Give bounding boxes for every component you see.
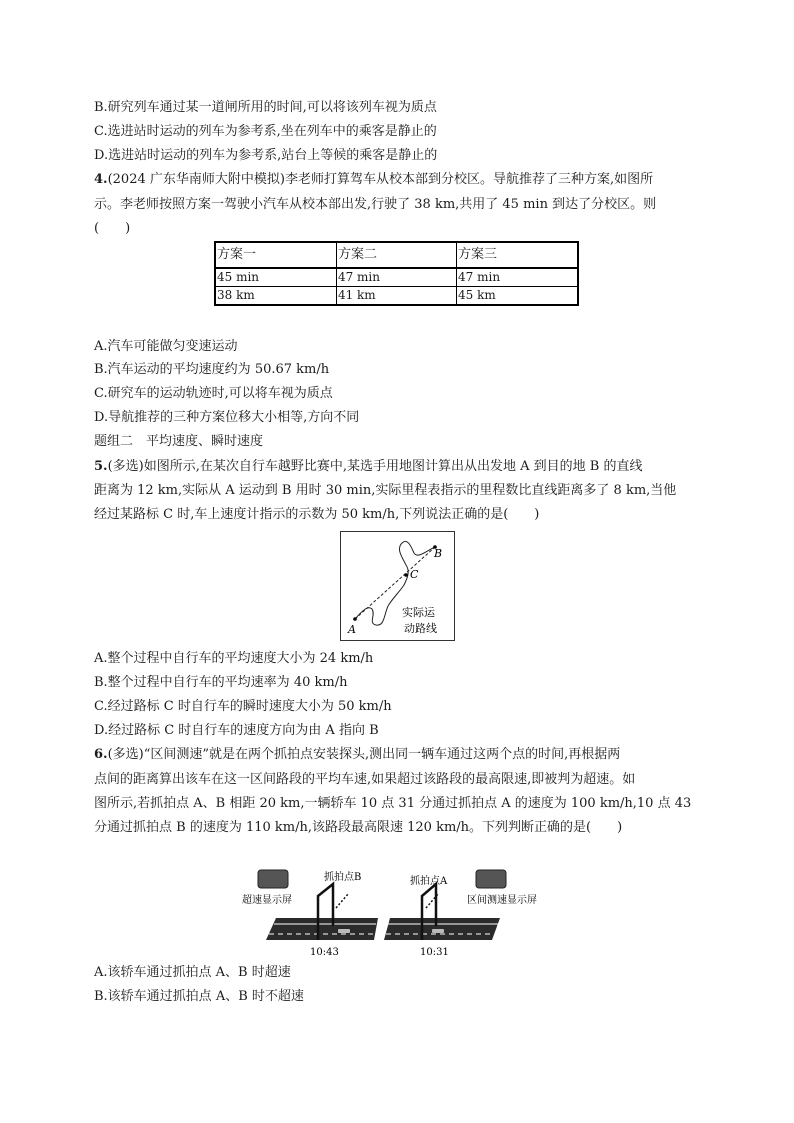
bike-route-figure: [340, 531, 455, 641]
table-row: [215, 268, 578, 287]
q4-stem-line1: [94, 171, 653, 189]
camera-a-label: 抓拍点A: [410, 876, 448, 887]
table-header-row: [215, 242, 578, 268]
q4-option-b: B.汽车运动的平均速度约为 50.67 km/h: [94, 362, 330, 377]
table-cell: 45 km: [457, 287, 578, 306]
q4-stem-line2: 示。李老师按照方案一驾驶小汽车从校本部出发,行驶了 38 km,共用了 45 min 到达了分校区。则: [94, 197, 657, 212]
q4-option-a: A.汽车可能做匀变速运动: [94, 339, 238, 354]
q3-option-c: C.选进站时运动的列车为参考系,坐在列车中的乘客是静止的: [94, 124, 437, 139]
q6-option-b: B.该轿车通过抓拍点 A、B 时不超速: [94, 989, 304, 1004]
q6-stem-line1: [94, 746, 620, 764]
q5-number: 5.: [94, 459, 108, 474]
point-a-dot: [353, 617, 357, 621]
q6-stem-line3: 图所示,若抓拍点 A、B 相距 20 km,一辆轿车 10 点 31 分通过抓拍点 A 的速度为 100 km/h,10 点 43: [94, 796, 692, 811]
q4-option-c: C.研究车的运动轨迹时,可以将车视为质点: [94, 386, 333, 401]
q4-answer-bracket: ( ): [94, 221, 131, 236]
speed-display-screen-icon: [258, 870, 288, 888]
table-cell: 45 min: [215, 268, 336, 287]
table-cell: 47 min: [457, 268, 578, 287]
table-cell: 47 min: [336, 268, 456, 287]
q5-stem-line2: 距离为 12 km,实际从 A 运动到 B 用时 30 min,实际里程表指示的里程数比直线距离多了 8 km,当他: [94, 483, 677, 498]
time-b-label: 10:43: [310, 947, 339, 958]
q4-text-1: (2024 广东华南师大附中模拟)李老师打算驾车从校本部到分校区。导航推荐了三种方案,如图所: [107, 172, 654, 187]
time-a-label: 10:31: [420, 947, 449, 958]
table-cell: 38 km: [215, 287, 336, 306]
q5-option-b: B.整个过程中自行车的平均速率为 40 km/h: [94, 675, 348, 690]
path-label-2: 动路线: [404, 622, 437, 635]
q5-stem-line3: 经过某路标 C 时,车上速度计指示的示数为 50 km/h,下列说法正确的是( ): [94, 507, 540, 522]
label-a: A: [348, 623, 356, 636]
car-icon: [432, 929, 444, 933]
label-c: C: [410, 568, 419, 581]
q5-text-1: (多选)如图所示,在某次自行车越野比赛中,某选手用地图计算出从出发地 A 到目的地 B 的直线: [107, 459, 643, 474]
q5-option-a: A.整个过程中自行车的平均速度大小为 24 km/h: [94, 651, 374, 666]
route-options-table: [214, 241, 579, 306]
table-cell: 41 km: [336, 287, 456, 306]
table-row: [215, 287, 578, 306]
road-segment-left: [266, 918, 378, 940]
path-label-1: 实际运: [402, 606, 435, 619]
q6-stem-line2: 点间的距离算出该车在这一区间路段的平均车速,如果超过该路段的最高限速,即被判为超速。如: [94, 772, 636, 787]
sign-right-label: 区间测速显示屏: [467, 895, 537, 906]
table-header-cell: 方案二: [336, 242, 456, 268]
q5-stem-line1: [94, 458, 642, 476]
q3-option-b: B.研究列车通过某一道闸所用的时间,可以将该列车视为质点: [94, 100, 437, 115]
q5-option-d: D.经过路标 C 时自行车的速度方向为由 A 指向 B: [94, 723, 379, 738]
q4-option-d: D.导航推荐的三种方案位移大小相等,方向不同: [94, 410, 360, 425]
q6-stem-line4: 分通过抓拍点 B 的速度为 110 km/h,该路段最高限速 120 km/h。下列判断正确的是( ): [94, 820, 623, 835]
sign-left-label: 超速显示屏: [242, 895, 292, 906]
q6-number: 6.: [94, 747, 108, 762]
q4-number: 4.: [94, 172, 108, 187]
table-header-cell: 方案三: [457, 242, 578, 268]
label-b: B: [434, 547, 443, 560]
speed-camera-figure: [238, 868, 556, 958]
camera-b-label: 抓拍点B: [324, 872, 362, 883]
group-heading: 题组二 平均速度、瞬时速度: [94, 434, 264, 449]
car-icon: [338, 929, 350, 933]
q3-option-d: D.选进站时运动的列车为参考系,站台上等候的乘客是静止的: [94, 148, 438, 163]
interval-display-screen-icon: [476, 870, 506, 888]
q5-option-c: C.经过路标 C 时自行车的瞬时速度大小为 50 km/h: [94, 699, 392, 714]
camera-b-beam: [336, 894, 348, 908]
q6-option-a: A.该轿车通过抓拍点 A、B 时超速: [94, 965, 291, 980]
table-header-cell: 方案一: [215, 242, 336, 268]
point-c-dot: [404, 573, 408, 577]
q6-text-1: (多选)“区间测速”就是在两个抓拍点安装探头,测出同一辆车通过这两个点的时间,再根据两: [107, 747, 621, 762]
